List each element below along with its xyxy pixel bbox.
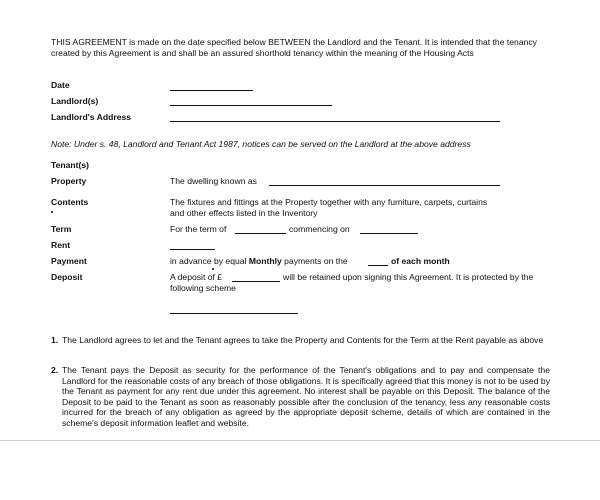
payment-line <box>170 256 348 266</box>
landlord-address-label: Landlord's Address <box>51 112 132 122</box>
clause-1 <box>51 335 549 346</box>
clause-1-text: The Landlord agrees to let and the Tenant agrees to take the Property and Contents for the Term at the Rent payable as above <box>62 335 544 345</box>
term-length-blank[interactable] <box>235 233 286 234</box>
deposit-prefix: A deposit of £ <box>170 272 223 282</box>
landlords-label: Landlord(s) <box>51 96 99 106</box>
contents-label: Contents <box>51 197 89 207</box>
date-label: Date <box>51 80 70 90</box>
property-blank[interactable] <box>269 185 500 186</box>
stray-mark-2 <box>212 268 214 270</box>
payment-suffix: of each month <box>391 256 450 266</box>
term-start-blank[interactable] <box>360 233 418 234</box>
payment-frequency: Monthly <box>248 256 282 266</box>
term-middle: commencing on <box>289 224 350 234</box>
term-prefix: For the term of <box>170 224 227 234</box>
payment-prefix: in advance by equal <box>170 256 247 266</box>
stray-mark <box>51 211 53 213</box>
notice-note: Note: Under s. 48, Landlord and Tenant Act 1987, notices can be served on the Landlord at the above address <box>51 139 471 149</box>
deposit-suffix: will be retained upon signing this Agreement. It is protected by the following scheme <box>170 272 534 293</box>
payment-label: Payment <box>51 256 87 266</box>
payment-day-blank[interactable] <box>368 265 388 266</box>
deposit-label: Deposit <box>51 272 83 282</box>
clause-2-text: The Tenant pays the Deposit as security for the performance of the Tenant's obligations and to pay and compensate the Landlord for the reasonable costs of any breach of those obligations. It is specifically agreed that this money is not to be used by the Tenant as payment for any rent due under this agreement. No interest shall be payable on this Deposit. The balance of the Deposit to be paid to the Tenant as soon as reasonably possible after the conclusion of the tenancy, less any reasonable costs incurred for the breach of any obligation as agreed by the appropriate deposit scheme, details of which are contained in the scheme's deposit information leaflet and website. <box>62 365 550 428</box>
payment-middle: payments on the <box>284 256 348 266</box>
term-label: Term <box>51 224 72 234</box>
rent-blank[interactable] <box>170 249 215 250</box>
deposit-scheme-blank[interactable] <box>170 313 298 314</box>
property-label: Property <box>51 176 87 186</box>
term-line <box>170 224 226 234</box>
rent-label: Rent <box>51 240 71 250</box>
clause-2-number: 2. <box>51 365 59 375</box>
clause-1-number: 1. <box>51 335 59 345</box>
tenants-label: Tenant(s) <box>51 160 90 170</box>
landlords-blank[interactable] <box>170 105 332 106</box>
date-blank[interactable] <box>170 90 253 91</box>
page-divider <box>0 440 600 441</box>
landlord-address-blank[interactable] <box>170 121 500 122</box>
clause-2 <box>51 365 550 428</box>
contents-text: The fixtures and fittings at the Property together with any furniture, carpets, curtains and other effects listed in the Inventory <box>170 197 488 218</box>
property-text: The dwelling known as <box>170 176 257 186</box>
intro-paragraph: THIS AGREEMENT is made on the date specified below BETWEEN the Landlord and the Tenant. It is intended that the tenancy created by this Agreement is and shall be an assured shorthold tenancy within the meaning of the Housing Acts <box>51 37 537 58</box>
